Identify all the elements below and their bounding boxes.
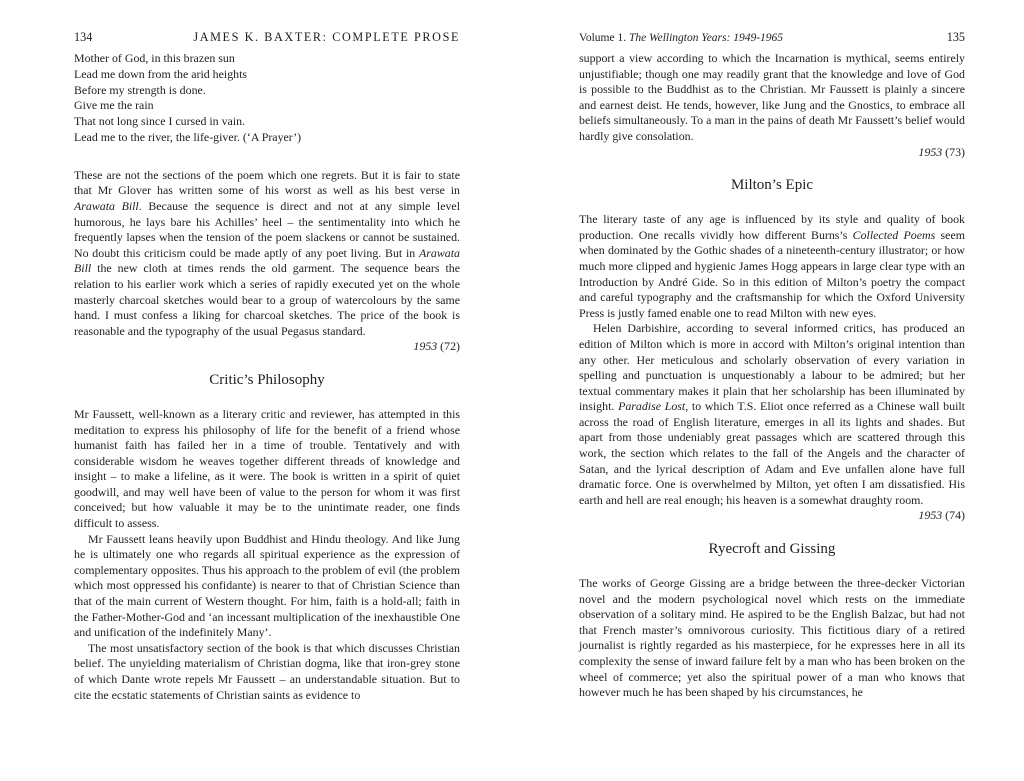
paragraph: Helen Darbishire, according to several informed critics, has produced an edition of Milton which is more in accord with Milton’s original intention than any other. Her meticulous and scholarly observation of every variation in spelling and punctuation is unquestionably a labour to be admired; but her textual commentary makes it plain that her scholarship has been illuminated by insight. Paradise Lost, to which T.S. Eliot once referred as a Chinese wall built across the road of English literature, emerges in all its lights and shades. But apart from those undeniably great passages which are scattered through this work, the section which relates to the fall of the Angels and the character of Satan, and the lyrical description of Adam and Eve unfallen alone have full dramatic force. One is overwhelmed by Milton, yet often I am dissatisfied. His earth and hell are real enough; his heaven is a somewhat draughty room. (579, 321, 965, 507)
paragraph: The works of George Gissing are a bridge between the three-decker Victorian novel and the modern psychological novel which rests on the immediate observation of a solitary mind. He aspired to be the English Balzac, but had not that French master’s omnivorous curiosity. This fictitious diary of a retired journalist is rightly regarded as his masterpiece, for he expresses here in all its complexity the sense of inward failure felt by a man who has been broken on the wheel of commerce; yet also the spiritual power of a man who knows that however much he has been shaped by his circumstances, he (579, 576, 965, 700)
section-heading: Ryecroft and Gissing (708, 541, 836, 558)
paragraph: The literary taste of any age is influenced by its style and quality of book production. One recalls vividly how different Burns’s Collected Poems seem when dominated by the Gothic shades of a nineteenth-century illustrator; or how much more clipped and hygienic James Hogg appears in large clear type with an Introduction by André Gide. So in this edition of Milton’s poetry the compact and careful typography and the craftsmanship for which the Oxford University Press is justly famed enable one to read Milton with new eyes. (579, 212, 965, 320)
paragraph: support a view according to which the Incarnation is mythical, seems entirely unjustifiable; though one may readily grant that the knowledge and love of God is possible to the Buddhist as to the Christian. Mr Faussett is plainly a sincere and earnest deist. He tends, however, like Jung and the Gnostics, to embrace all beliefs simultaneously. To a man in the pains of death Mr Faussett’s belief would hardly give consolation. (579, 51, 965, 143)
poem-excerpt (74, 51, 460, 146)
poem-line: Give me the rain (74, 98, 154, 113)
citation: 1953 (72) (413, 339, 460, 354)
section-heading: Critic’s Philosophy (209, 371, 325, 388)
paragraph: Mr Faussett leans heavily upon Buddhist and Hindu theology. And like Jung he is ultimately one who regards all spiritual experience as the expression of complementary opposites. Thus his approach to the problem of evil (the problem which most oppressed his confidante) is nearer to that of Christian Science than that of the main current of Western thought. For him, faith is a hold-all; faith in the Father-Mother-God and ‘an incessant multiplication of the inexhaustible One and unification of the indefinitely Many’. (74, 531, 460, 640)
book-title: Arawata Bill (74, 245, 460, 276)
poem-line: Before my strength is done. (74, 82, 206, 97)
citation: 1953 (74) (918, 508, 965, 523)
book-title: Arawata Bill (74, 198, 139, 213)
poem-line: Mother of God, in this brazen sun (74, 51, 235, 65)
right-running-head (579, 30, 965, 48)
poem-line: That not long since I cursed in vain. (74, 114, 246, 129)
left-page (74, 30, 460, 703)
paragraph-glover: These are not the sections of the poem which one regrets. But it is fair to state that Mr Glover has written some of his worst as well as his best verse in Arawata Bill. Because the sequence is direct and not at any simple level humorous, he lays bare his Achilles’ heel – the sentimentality into which he frequently lapses when the tension of the poem slackens or cannot be sustained. No doubt this criticism could be made aptly of any poet living. But in Arawata Bill the new cloth at times rends the old garment. The sequence bears the relation to his earlier work which a series of rapidly executed yet on the whole masterly charcoal sketches would bear to a group of watercolours by the same hand. I must confess a liking for charcoal sketches. The price of the book is reasonable and the typography of the usual Pegasus standard. (74, 167, 461, 338)
left-running-head (74, 30, 460, 48)
paragraph: Mr Faussett, well-known as a literary critic and reviewer, has attempted in this meditation to express his philosophy of life for the benefit of a friend whose humanist faith has failed her in a time of trouble. Tentatively and with considerable wisdom he weaves together different threads of knowledge and insight – to make a lifeline, as it were. The book is written in a spirit of quiet goodwill, and may well have been of value to the person for whom it was first conceived; but how valuable it may be to the unintimate reader, one finds difficult to assess. (74, 406, 460, 531)
page-number: 134 (74, 30, 93, 44)
page-number: 135 (946, 30, 965, 44)
running-title: JAMES K. BAXTER: COMPLETE PROSE (193, 30, 460, 44)
book-title: Collected Poems (852, 227, 936, 242)
poem-line: Lead me to the river, the life-giver. (‘A Prayer’) (74, 129, 302, 144)
citation: 1953 (73) (918, 144, 965, 159)
volume-title: Volume 1. The Wellington Years: 1949-1965 (579, 32, 784, 44)
right-page (579, 30, 965, 701)
section-heading: Milton’s Epic (730, 177, 814, 194)
paragraph: The most unsatisfactory section of the book is that which discusses Christian belief. The unyielding materialism of Christian dogma, like that iron-grey stone of which Dante wrote repels Mr Faussett – an understandable situation. But to cite the ecstatic statements of Christian saints as evidence to (74, 640, 460, 702)
poem-line: Lead me down from the arid heights (74, 66, 248, 81)
book-title: Paradise Lost (618, 399, 686, 414)
